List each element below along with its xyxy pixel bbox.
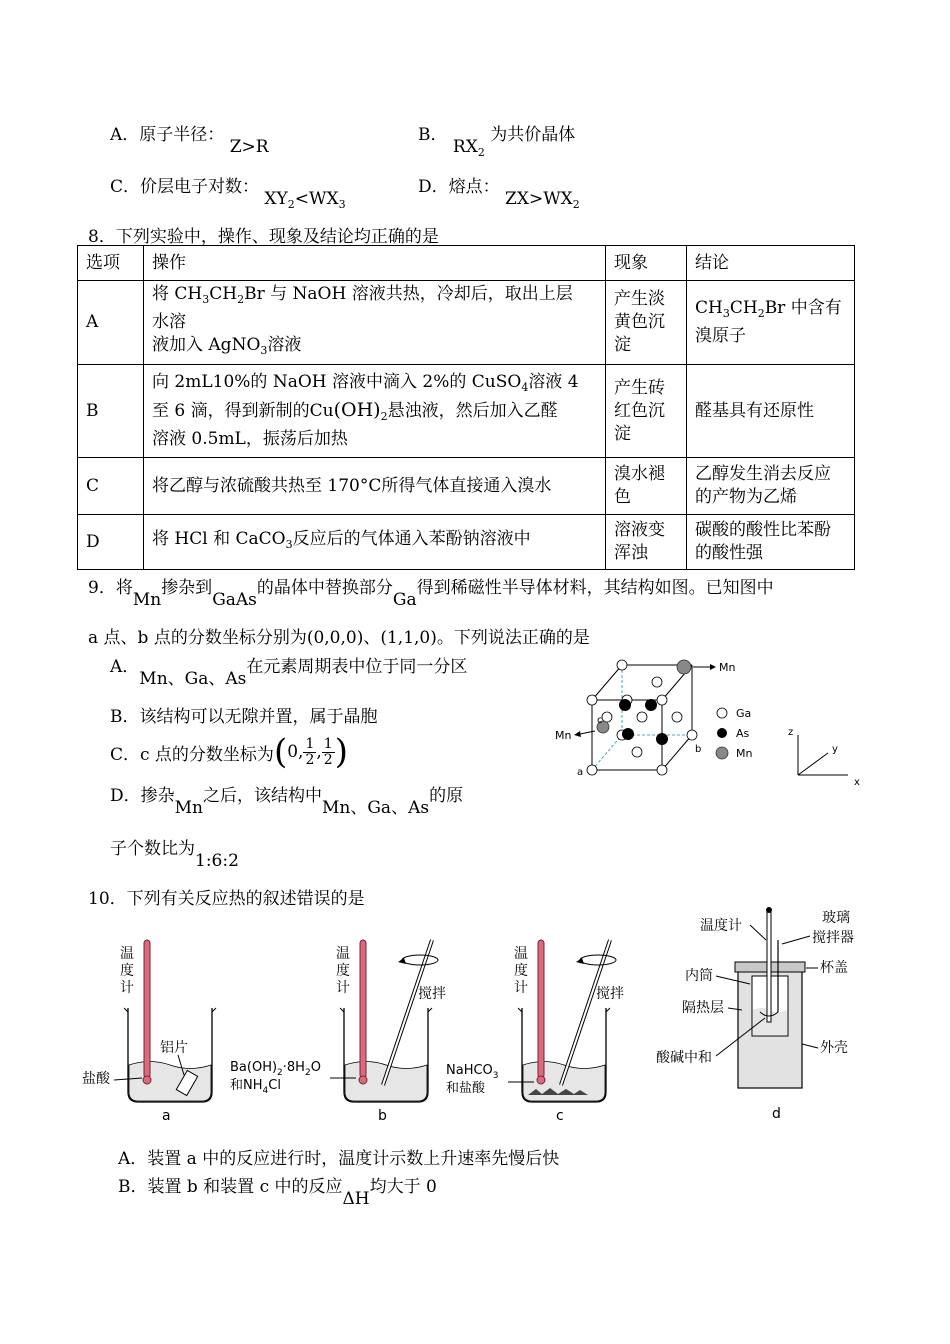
q9-stem-line2: a 点、b 点的分数坐标分别为(0,0,0)、(1,1,0)。下列说法正确的是 — [88, 628, 590, 648]
svg-text:温度计: 温度计 — [700, 918, 742, 934]
svg-text:x: x — [854, 777, 860, 788]
svg-text:b: b — [378, 1108, 387, 1124]
svg-text:Mn: Mn — [736, 747, 753, 760]
row-a-phenomenon: 产生淡黄色沉淀 — [606, 281, 687, 365]
svg-text:度: 度 — [120, 963, 134, 979]
svg-text:z: z — [788, 727, 794, 738]
svg-text:度: 度 — [514, 963, 528, 979]
row-b-phenomenon: 产生砖红色沉淀 — [606, 365, 687, 458]
svg-text:d: d — [772, 1106, 781, 1122]
svg-text:Ba(OH)2·8H2O: $Ba(OH)_2\cdot 8H_2O$ — [230, 1060, 321, 1078]
row-c-phenomenon: 溴水褪色 — [606, 458, 687, 515]
q8-stem: 8．下列实验中，操作、现象及结论均正确的是 — [88, 227, 439, 247]
svg-text:内筒: 内筒 — [685, 968, 713, 984]
row-d-operation: 将 HCl 和 CaCO$_3$反应后的气体通入苯酚钠溶液中 — [144, 515, 606, 570]
svg-text:度: 度 — [336, 963, 350, 979]
crystal-structure-figure — [550, 655, 870, 790]
q10-option-b: B．装置 b 和装置 c 中的反应ΔH均大于 0 — [118, 1177, 437, 1209]
apparatus-b — [230, 940, 446, 1124]
svg-text:温: 温 — [514, 946, 528, 962]
row-d-conclusion: 碳酸的酸性比苯酚的酸性强 — [687, 515, 855, 570]
svg-text:计: 计 — [120, 980, 134, 996]
q9-option-c: C．c 点的分数坐标为 ( 0, $\frac{1}{2}$ , $\frac{1}{2}$ ) — [110, 732, 348, 772]
svg-text:计: 计 — [336, 980, 350, 996]
apparatus-figure — [80, 900, 880, 1130]
header-option: 选项 — [78, 246, 144, 281]
svg-text:酸碱中和: 酸碱中和 — [656, 1050, 712, 1066]
svg-text:计: 计 — [514, 980, 528, 996]
row-d-phenomenon: 溶液变浑浊 — [606, 515, 687, 570]
apparatus-a — [82, 940, 216, 1124]
svg-text:温: 温 — [336, 946, 350, 962]
q9-option-d-line2: 子个数比为1:6:2 — [110, 839, 239, 871]
q10-stem: 10．下列有关反应热的叙述错误的是 — [88, 889, 365, 909]
row-b-operation: 向 2mL10%的 NaOH 溶液中滴入 2%的 CuSO$_4$溶液 4 至 6 滴，得到新制的$Cu(OH)_2$悬浊液，然后加入乙醛 溶液 0.5mL，振荡后加热 — [144, 365, 606, 458]
header-operation: 操作 — [144, 246, 606, 281]
svg-text:搅拌: 搅拌 — [596, 986, 624, 1002]
q9-stem-line1: 9．将Mn掺杂到GaAs的晶体中替换部分Ga得到稀磁性半导体材料，其结构如图。已知图中 — [88, 578, 774, 610]
svg-text:玻璃: 玻璃 — [822, 910, 850, 926]
svg-text:铝片: 铝片 — [160, 1040, 188, 1056]
svg-text:b: b — [695, 744, 702, 755]
svg-text:y: y — [832, 744, 838, 755]
q7-option-d: D．熔点： $ZX>WX_2$ — [418, 177, 580, 211]
row-a-conclusion: $CH_3CH_2Br$ 中含有溴原子 — [687, 281, 855, 365]
apparatus-c — [446, 940, 624, 1124]
row-c-conclusion: 乙醇发生消去反应的产物为乙烯 — [687, 458, 855, 515]
svg-text:Ga: Ga — [736, 707, 752, 720]
svg-text:a: a — [162, 1108, 171, 1124]
svg-text:NaHCO3: NaHCO$_3$ — [446, 1063, 499, 1081]
row-b-conclusion: 醛基具有还原性 — [687, 365, 855, 458]
header-conclusion: 结论 — [687, 246, 855, 281]
svg-text:和NH4Cl: 和$NH_4Cl$ — [230, 1078, 281, 1096]
q9-option-d: D．掺杂Mn之后，该结构中Mn、Ga、As的原 — [110, 786, 464, 818]
svg-text:隔热层: 隔热层 — [682, 1000, 724, 1016]
table-row: C 将乙醇与浓硫酸共热至 170°C所得气体直接通入溴水 溴水褪色 乙醇发生消去反应的产物为乙烯 — [78, 458, 855, 515]
svg-text:搅拌: 搅拌 — [418, 986, 446, 1002]
q9-option-b: B．该结构可以无隙并置，属于晶胞 — [110, 707, 378, 727]
q7-option-a: A．原子半径： Z>R — [110, 125, 269, 157]
svg-text:盐酸: 盐酸 — [82, 1071, 110, 1087]
table-row: B 向 2mL10%的 NaOH 溶液中滴入 2%的 CuSO$_4$溶液 4 至 6 滴，得到新制的$Cu(OH)_2$悬浊液，然后加入乙醛 溶液 0.5mL，振荡后加热 产生砖红色沉淀 醛基具有还原性 — [78, 365, 855, 458]
q10-option-a: A．装置 a 中的反应进行时，温度计示数上升速率先慢后快 — [118, 1149, 560, 1169]
svg-text:搅拌器: 搅拌器 — [812, 930, 854, 946]
table-row: D 将 HCl 和 CaCO$_3$反应后的气体通入苯酚钠溶液中 溶液变浑浊 碳酸的酸性比苯酚的酸性强 — [78, 515, 855, 570]
svg-text:c: c — [556, 1108, 564, 1124]
svg-text:和盐酸: 和盐酸 — [446, 1081, 486, 1096]
q7-option-c: C．价层电子对数： $XY_2<WX_3$ — [110, 177, 346, 211]
svg-text:外壳: 外壳 — [820, 1040, 848, 1056]
mn-atom-top — [677, 660, 691, 674]
table-row: A 将 $CH_3CH_2Br$ 与 NaOH 溶液共热，冷却后，取出上层 水溶 液加入 AgNO$_3$溶液 产生淡黄色沉淀 $CH_3CH_2Br$ 中含有溴原子 — [78, 281, 855, 365]
svg-text:Mn: Mn — [555, 729, 572, 742]
svg-text:杯盖: 杯盖 — [820, 960, 848, 976]
svg-text:a: a — [577, 767, 584, 778]
table-header-row — [78, 246, 855, 281]
header-phenomenon: 现象 — [606, 246, 687, 281]
row-c-operation: 将乙醇与浓硫酸共热至 170°C所得气体直接通入溴水 — [144, 458, 606, 515]
q7-option-b: B． $RX_2$ 为共价晶体 — [418, 125, 576, 159]
svg-text:Mn: Mn — [719, 661, 736, 674]
apparatus-d — [656, 907, 854, 1122]
svg-text:温: 温 — [120, 946, 134, 962]
q9-option-a: A．Mn、Ga、As在元素周期表中位于同一分区 — [110, 657, 468, 689]
svg-text:c: c — [597, 715, 603, 726]
row-a-operation: 将 $CH_3CH_2Br$ 与 NaOH 溶液共热，冷却后，取出上层 水溶 液加入 AgNO$_3$溶液 — [144, 281, 606, 365]
svg-text:As: As — [736, 727, 750, 740]
q8-table — [77, 245, 855, 570]
